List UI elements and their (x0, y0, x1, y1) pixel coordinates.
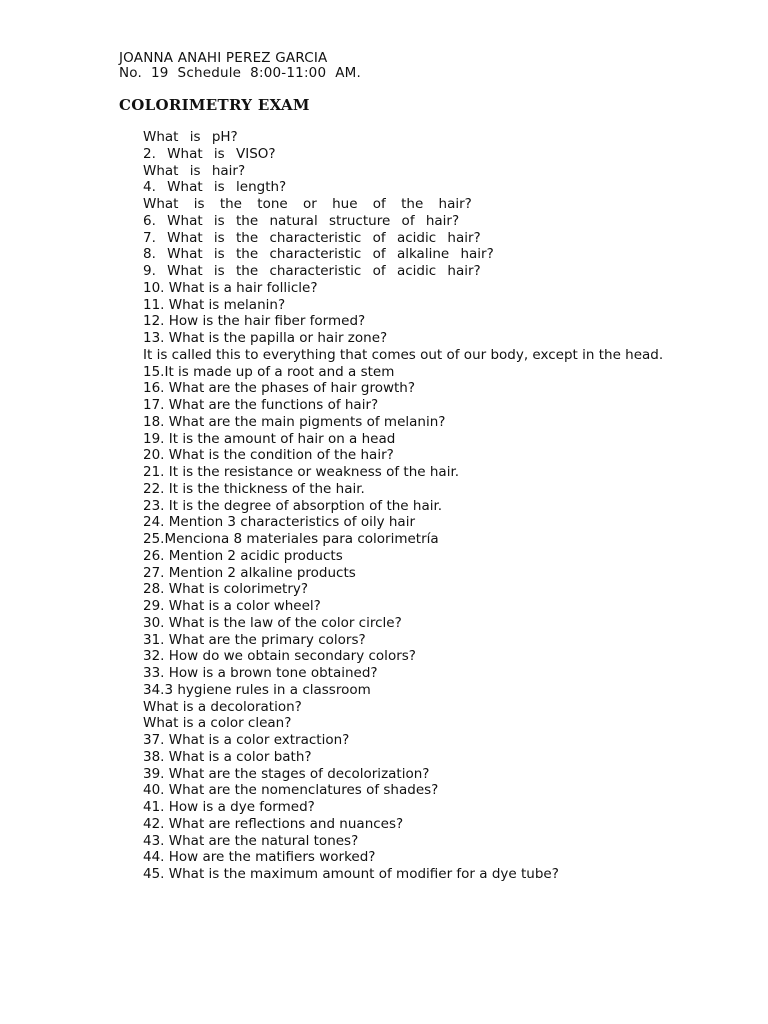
question-item: 13. What is the papilla or hair zone? (143, 330, 388, 346)
question-item: 12. How is the hair fiber formed? (143, 313, 366, 330)
question-item: 26. Mention 2 acidic products (143, 547, 343, 564)
question-item: 2. What is VISO? (143, 145, 276, 162)
schedule-line: No. 19 Schedule 8:00-11:00 AM. (119, 65, 362, 81)
question-item: 11. What is melanin? (143, 296, 286, 313)
question-item: What is hair? (143, 162, 246, 179)
question-item: 21. It is the resistance or weakness of the hair. (143, 464, 460, 480)
question-item: 45. What is the maximum amount of modifier for a dye tube? (143, 866, 559, 882)
question-item: What is a color clean? (143, 715, 292, 732)
question-item: 6. What is the natural structure of hair? (143, 212, 460, 229)
question-item: 42. What are reflections and nuances? (143, 815, 404, 832)
question-item: 38. What is a color bath? (143, 748, 312, 765)
question-item: 24. Mention 3 characteristics of oily hair (143, 514, 415, 531)
question-item: What is a decoloration? (143, 698, 302, 715)
question-item: 18. What are the main pigments of melanin? (143, 413, 446, 430)
question-item: 16. What are the phases of hair growth? (143, 380, 416, 397)
question-item: 32. How do we obtain secondary colors? (143, 648, 416, 665)
question-list (143, 129, 663, 883)
question-item: What is pH? (143, 129, 238, 145)
question-item: 22. It is the thickness of the hair. (143, 480, 365, 497)
question-item: 19. It is the amount of hair on a head (143, 430, 396, 447)
question-item: 40. What are the nomenclatures of shades? (143, 782, 439, 799)
question-item: 43. What are the natural tones? (143, 832, 359, 849)
question-item: 29. What is a color wheel? (143, 598, 321, 614)
question-item: 23. It is the degree of absorption of the hair. (143, 497, 443, 514)
question-item: 4. What is length? (143, 179, 287, 196)
question-item: 9. What is the characteristic of acidic hair? (143, 263, 481, 279)
question-item: 34.3 hygiene rules in a classroom (143, 681, 371, 698)
question-item: 25.Menciona 8 materiales para colorimetría (143, 531, 439, 547)
exam-title: COLORIMETRY EXAM (119, 96, 310, 114)
question-item: It is called this to everything that comes out of our body, except in the head. (143, 346, 664, 363)
question-item: 41. How is a dye formed? (143, 799, 315, 815)
question-item: 27. Mention 2 alkaline products (143, 564, 356, 581)
question-item: 39. What are the stages of decolorization? (143, 765, 430, 782)
question-item: 20. What is the condition of the hair? (143, 447, 394, 464)
question-item: 10. What is a hair follicle? (143, 279, 318, 296)
question-item: 30. What is the law of the color circle? (143, 614, 402, 631)
question-item: 44. How are the matifiers worked? (143, 849, 376, 866)
question-item: 7. What is the characteristic of acidic hair? (143, 229, 481, 246)
question-item: 33. How is a brown tone obtained? (143, 665, 378, 681)
document-header (119, 51, 361, 81)
student-name: JOANNA ANAHI PEREZ GARCIA (119, 50, 328, 66)
question-item: 8. What is the characteristic of alkaline hair? (143, 246, 494, 263)
question-item: What is the tone or hue of the hair? (143, 196, 472, 212)
question-item: 15.It is made up of a root and a stem (143, 363, 395, 380)
question-item: 28. What is colorimetry? (143, 581, 309, 598)
question-item: 37. What is a color extraction? (143, 732, 350, 748)
question-item: 17. What are the functions of hair? (143, 397, 379, 413)
question-item: 31. What are the primary colors? (143, 631, 366, 648)
